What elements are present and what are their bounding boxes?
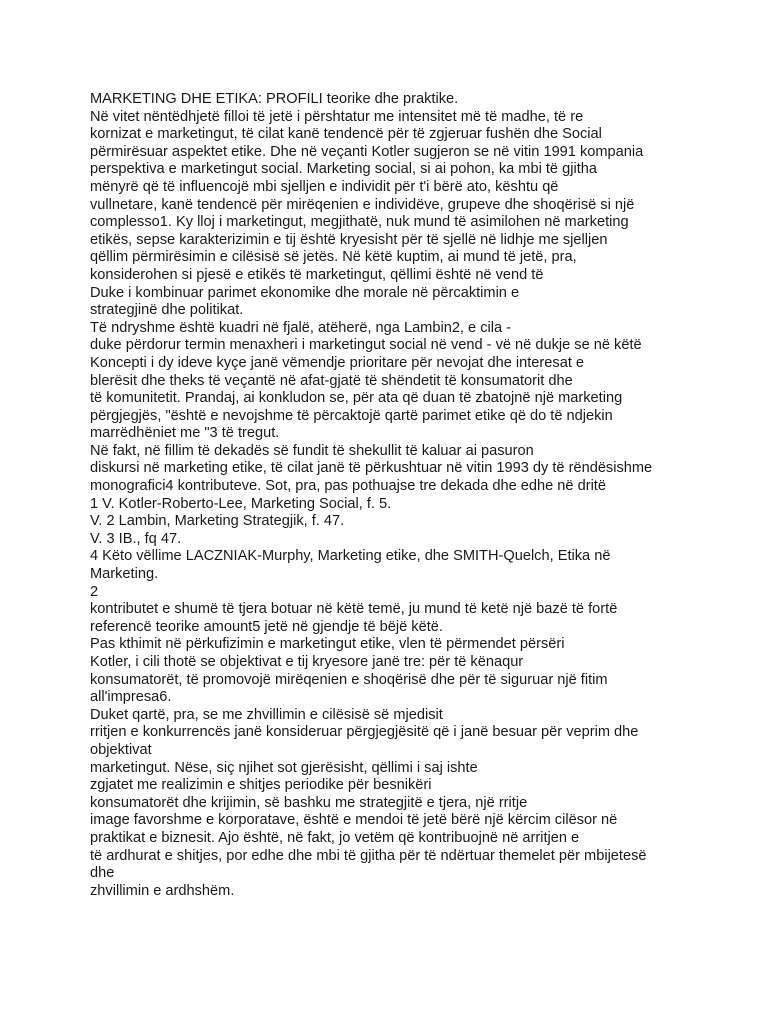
document-line: etikës, sepse karakterizimin e tij është kryesisht për të sjellë në lidhje me sjelljen (90, 231, 608, 248)
document-line: 4 Këto vëllime LACZNIAK-Murphy, Marketing etike, dhe SMITH-Quelch, Etika në (90, 548, 611, 565)
document-line: zhvillimin e ardhshëm. (90, 882, 235, 899)
document-line: Duket qartë, pra, se me zhvillimin e cilësisë së mjedisit (90, 706, 443, 723)
document-line: praktikat e biznesit. Ajo është, në fakt, jo vetëm që kontribuojnë në arritjen e (90, 829, 580, 846)
document-line: blerësit dhe theks të veçantë në afat-gjatë të shëndetit të konsumatorit dhe (90, 372, 573, 389)
document-line: Kotler, i cili thotë se objektivat e tij kryesore janë tre: për të kënaqur (90, 654, 524, 670)
document-line: image favorshme e korporatave, është e mendoi të jetë bërë një kërcim cilësor në (90, 812, 618, 829)
document-line: qëllim përmirësimin e cilësisë së jetës. Në këtë kuptim, ai mund të jetë, pra, (90, 249, 577, 266)
document-line: Në vitet nëntëdhjetë filloi të jetë i përshtatur me intensitet më të madhe, të re (90, 108, 584, 125)
document-line: MARKETING DHE ETIKA: PROFILI teorike dhe praktike. (90, 91, 459, 107)
document-line: përgjegjës, "është e nevojshme të përcaktojë qartë parimet etike që do të ndjekin (90, 407, 613, 424)
document-line: monografici4 kontributeve. Sot, pra, pas pothuajse tre dekada dhe edhe në dritë (90, 478, 606, 495)
document-line: referencë teorike amount5 jetë në gjendje të bëjë këtë. (90, 618, 443, 635)
document-line: marketingut. Nëse, siç njihet sot gjerësisht, qëllimi i saj ishte (90, 759, 478, 776)
document-line: Pas kthimit në përkufizimin e marketingut etike, vlen të përmendet përsëri (90, 636, 565, 653)
document-line: V. 2 Lambin, Marketing Strategjik, f. 47. (90, 513, 345, 530)
document-line: kornizat e marketingut, të cilat kanë tendencë për të zgjeruar fushën dhe Social (90, 126, 602, 143)
document-line: të ardhurat e shitjes, por edhe dhe mbi të gjitha për të ndërtuar themelet për mbijetesë (90, 847, 647, 864)
document-line: strategjinë dhe politikat. (90, 302, 244, 319)
document-line: kontributet e shumë të tjera botuar në këtë temë, ju mund të ketë një bazë të fortë (90, 601, 618, 618)
document-line: all'impresa6. (90, 689, 172, 706)
document-line: Duke i kombinuar parimet ekonomike dhe morale në përcaktimin e (90, 284, 520, 301)
document-line: dhe (90, 865, 115, 882)
document-line: Në fakt, në fillim të dekadës së fundit të shekullit të kaluar ai pasuron (90, 442, 534, 459)
document-line: complesso1. Ky lloj i marketingut, megjithatë, nuk mund të asimilohen në marketing (90, 214, 629, 231)
document-line: perspektiva e marketingut social. Marketing social, si ai pohon, ka mbi të gjitha (90, 161, 597, 178)
document-line: përmirësuar aspektet etike. Dhe në veçanti Kotler sugjeron se në vitin 1991 kompania (90, 143, 644, 160)
document-line: Marketing. (90, 566, 159, 583)
document-line: V. 3 IB., fq 47. (90, 530, 182, 547)
document-line: objektivat (90, 741, 152, 758)
document-line: Koncepti i dy ideve kyçe janë vëmendje prioritare për nevojat dhe interesat e (90, 354, 585, 371)
document-line: konsumatorët dhe krijimin, së bashku me strategjitë e tjera, një rritje (90, 794, 528, 811)
document-line: të komunitetit. Prandaj, ai konkludon se, për ata që duan të zbatojnë një marketing (90, 390, 623, 407)
document-line: 2 (90, 583, 99, 600)
document-line: mënyrë që të influencojë mbi sjelljen e individit për t'i bërë ato, kështu që (90, 178, 559, 195)
document-line: konsiderohen si pjesë e etikës të marketingut, qëllimi është në vend të (90, 266, 544, 283)
document-line: Të ndryshme është kuadri në fjalë, atëherë, nga Lambin2, e cila - (90, 319, 512, 336)
document-line: 1 V. Kotler-Roberto-Lee, Marketing Social, f. 5. (90, 495, 392, 512)
document-line: zgjatet me realizimin e shitjes periodike për besnikëri (90, 777, 432, 794)
document-line: duke përdorur termin menaxheri i marketingut social në vend - vë në dukje se në këtë (90, 337, 642, 354)
document-line: marrëdhëniet me "3 të tregut. (90, 425, 280, 442)
document-body (90, 91, 730, 900)
document-line: rritjen e konkurrencës janë konsideruar përgjegjësitë që i janë besuar për veprim dhe (90, 724, 639, 741)
document-line: konsumatorët, të promovojë mirëqenien e shoqërisë dhe për të siguruar një fitim (90, 671, 608, 688)
document-line: diskursi në marketing etike, të cilat janë të përkushtuar në vitin 1993 dy të rëndësishme (90, 460, 653, 477)
document-line: vullnetare, kanë tendencë për mirëqenien e individëve, grupeve dhe shoqërisë si një (90, 196, 635, 213)
